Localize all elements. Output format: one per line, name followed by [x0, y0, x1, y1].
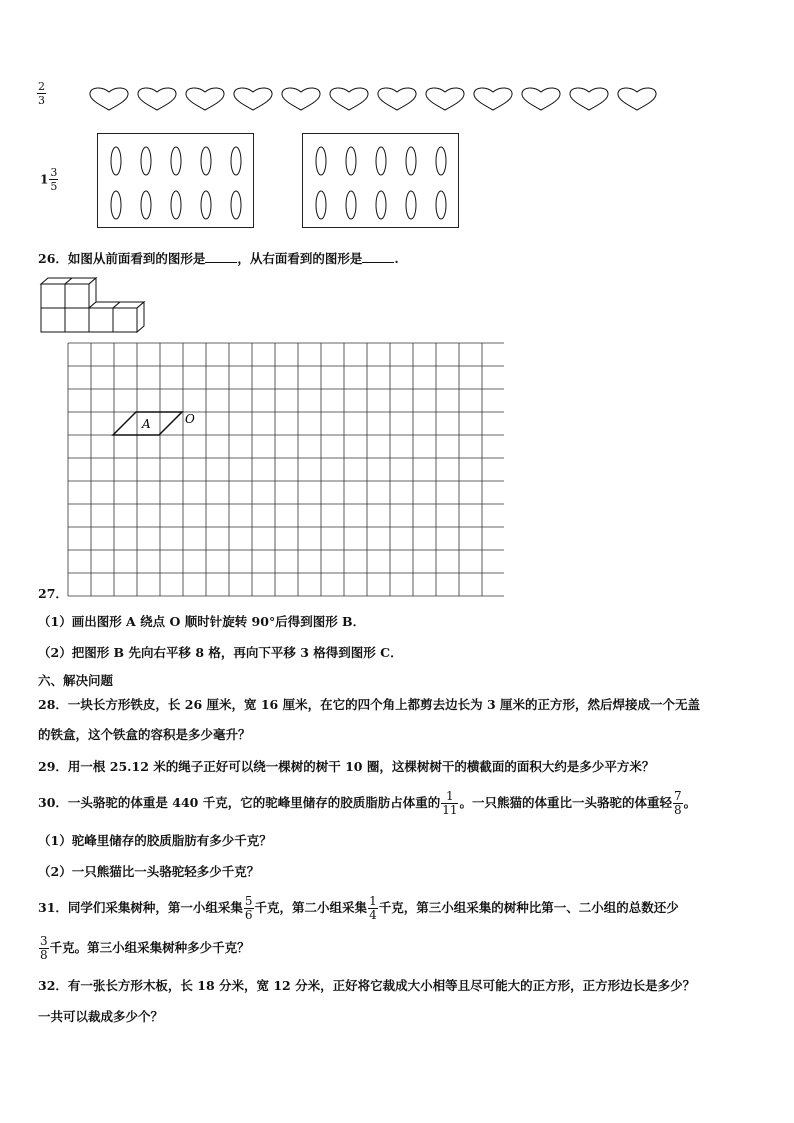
ellipse-shape	[436, 191, 446, 219]
fraction-denominator: 5	[50, 180, 58, 193]
q27-sub1: （1）画出图形 A 绕点 O 顺时针旋转 90°后得到图形 B．	[38, 614, 366, 629]
answer-blank-right[interactable]	[362, 250, 394, 263]
q30-text-c: 。	[683, 795, 697, 810]
ellipse-shape	[316, 191, 326, 219]
ellipse-shape	[231, 147, 241, 175]
question-31-line1	[38, 892, 679, 924]
ellipse-shape	[376, 147, 386, 175]
square-grid	[66, 341, 504, 599]
heart-shape	[522, 88, 560, 110]
fraction-denominator: 11	[442, 803, 458, 817]
grid-lines	[68, 343, 504, 596]
answer-blank-front[interactable]	[205, 250, 237, 263]
q31-text-b: 千克，第二小组采集	[254, 900, 368, 915]
fraction-numerator: 7	[674, 789, 682, 803]
heart-shape	[90, 88, 128, 110]
q32-line2: 一共可以裁成多少个？	[38, 1009, 164, 1024]
ellipse-shape	[171, 147, 181, 175]
fraction-numerator: 3	[40, 934, 48, 948]
label-o: O	[185, 412, 195, 426]
heart-shape	[570, 88, 608, 110]
q26-text-c: .	[394, 251, 399, 266]
ellipse-shape	[376, 191, 386, 219]
q26-text-a: 26．如图从前面看到的图形是	[38, 251, 206, 266]
ellipse-shape	[346, 147, 356, 175]
ellipse-box-1	[97, 133, 254, 228]
q31-text-d: 千克。第三小组采集树种多少千克？	[49, 940, 250, 955]
heart-shape	[282, 88, 320, 110]
fraction-numerator: 1	[441, 790, 458, 804]
q30-sub2: （2）一只熊猫比一头骆驼轻多少千克？	[38, 864, 260, 879]
q32-line1: 32．有一张长方形木板，长 18 分米，宽 12 分米，正好将它裁成大小相等且尽可能大的正方形，正方形边长是多少？	[38, 978, 696, 993]
ellipse-shape	[141, 191, 151, 219]
fraction-numerator: 5	[244, 894, 253, 908]
fraction-denominator: 3	[38, 94, 45, 107]
cube-stack-figure	[38, 276, 150, 334]
heart-shape	[618, 88, 656, 110]
q30-text-a: 30．一头骆驼的体重是 440 千克，它的驼峰里储存的胶质脂肪占体重的	[38, 795, 441, 810]
ellipse-shape	[171, 191, 181, 219]
ellipse-set-2	[303, 134, 458, 227]
q30-sub1: （1）驼峰里储存的胶质脂肪有多少千克？	[38, 833, 272, 848]
fraction-denominator: 4	[369, 908, 377, 922]
fraction-numerator: 3	[50, 166, 58, 179]
heart-shape	[234, 88, 272, 110]
ellipse-shape	[406, 191, 416, 219]
ellipse-shape	[346, 191, 356, 219]
ellipse-shape	[231, 191, 241, 219]
mixed-number-label	[40, 166, 59, 193]
ellipse-shape	[406, 147, 416, 175]
q29-line1: 29．用一根 25.12 米的绳子正好可以绕一棵树的树干 10 圈，这棵树树干的横截面的面积大约是多少平方米？	[38, 759, 655, 774]
ellipse-shape	[111, 191, 121, 219]
heart-shape	[378, 88, 416, 110]
q31-text-a: 31．同学们采集树种，第一小组采集	[38, 900, 243, 915]
section-title: 六、解决问题	[38, 673, 114, 688]
question-27-number: 27．	[38, 586, 68, 601]
fraction-numerator: 1	[369, 894, 377, 908]
fraction-denominator: 8	[40, 948, 48, 962]
ellipse-shape	[436, 147, 446, 175]
mixed-whole: 1	[40, 172, 49, 187]
question-30	[38, 787, 696, 819]
heart-shape	[330, 88, 368, 110]
heart-shape	[138, 88, 176, 110]
q28-line2: 的铁盒，这个铁盒的容积是多少毫升？	[38, 727, 251, 742]
heart-shape	[186, 88, 224, 110]
heart-shape	[474, 88, 512, 110]
question-31-line2	[38, 932, 250, 964]
ellipse-shape	[141, 147, 151, 175]
fraction-label-two-thirds	[36, 80, 47, 107]
q31-text-c: 千克，第三小组采集的树种比第一、二小组的总数还少	[378, 900, 679, 915]
ellipse-shape	[201, 191, 211, 219]
question-26	[38, 250, 399, 267]
q26-text-b: ，从右面看到的图形是	[237, 251, 363, 266]
fraction-denominator: 8	[674, 803, 682, 817]
hearts-figure	[88, 86, 663, 112]
q27-sub2: （2）把图形 B 先向右平移 8 格，再向下平移 3 格得到图形 C．	[38, 645, 403, 660]
ellipse-set-1	[98, 134, 253, 227]
ellipse-shape	[316, 147, 326, 175]
q28-line1: 28．一块长方形铁皮，长 26 厘米，宽 16 厘米，在它的四个角上都剪去边长为 3 厘米的正方形，然后焊接成一个无盖	[38, 697, 700, 712]
heart-shape	[426, 88, 464, 110]
fraction-numerator: 2	[38, 80, 45, 93]
fraction-denominator: 6	[244, 908, 253, 922]
label-a: A	[142, 417, 151, 431]
ellipse-box-2	[302, 133, 459, 228]
ellipse-shape	[201, 147, 211, 175]
q30-text-b: 。一只熊猫的体重比一头骆驼的体重轻	[459, 795, 672, 810]
ellipse-shape	[111, 147, 121, 175]
